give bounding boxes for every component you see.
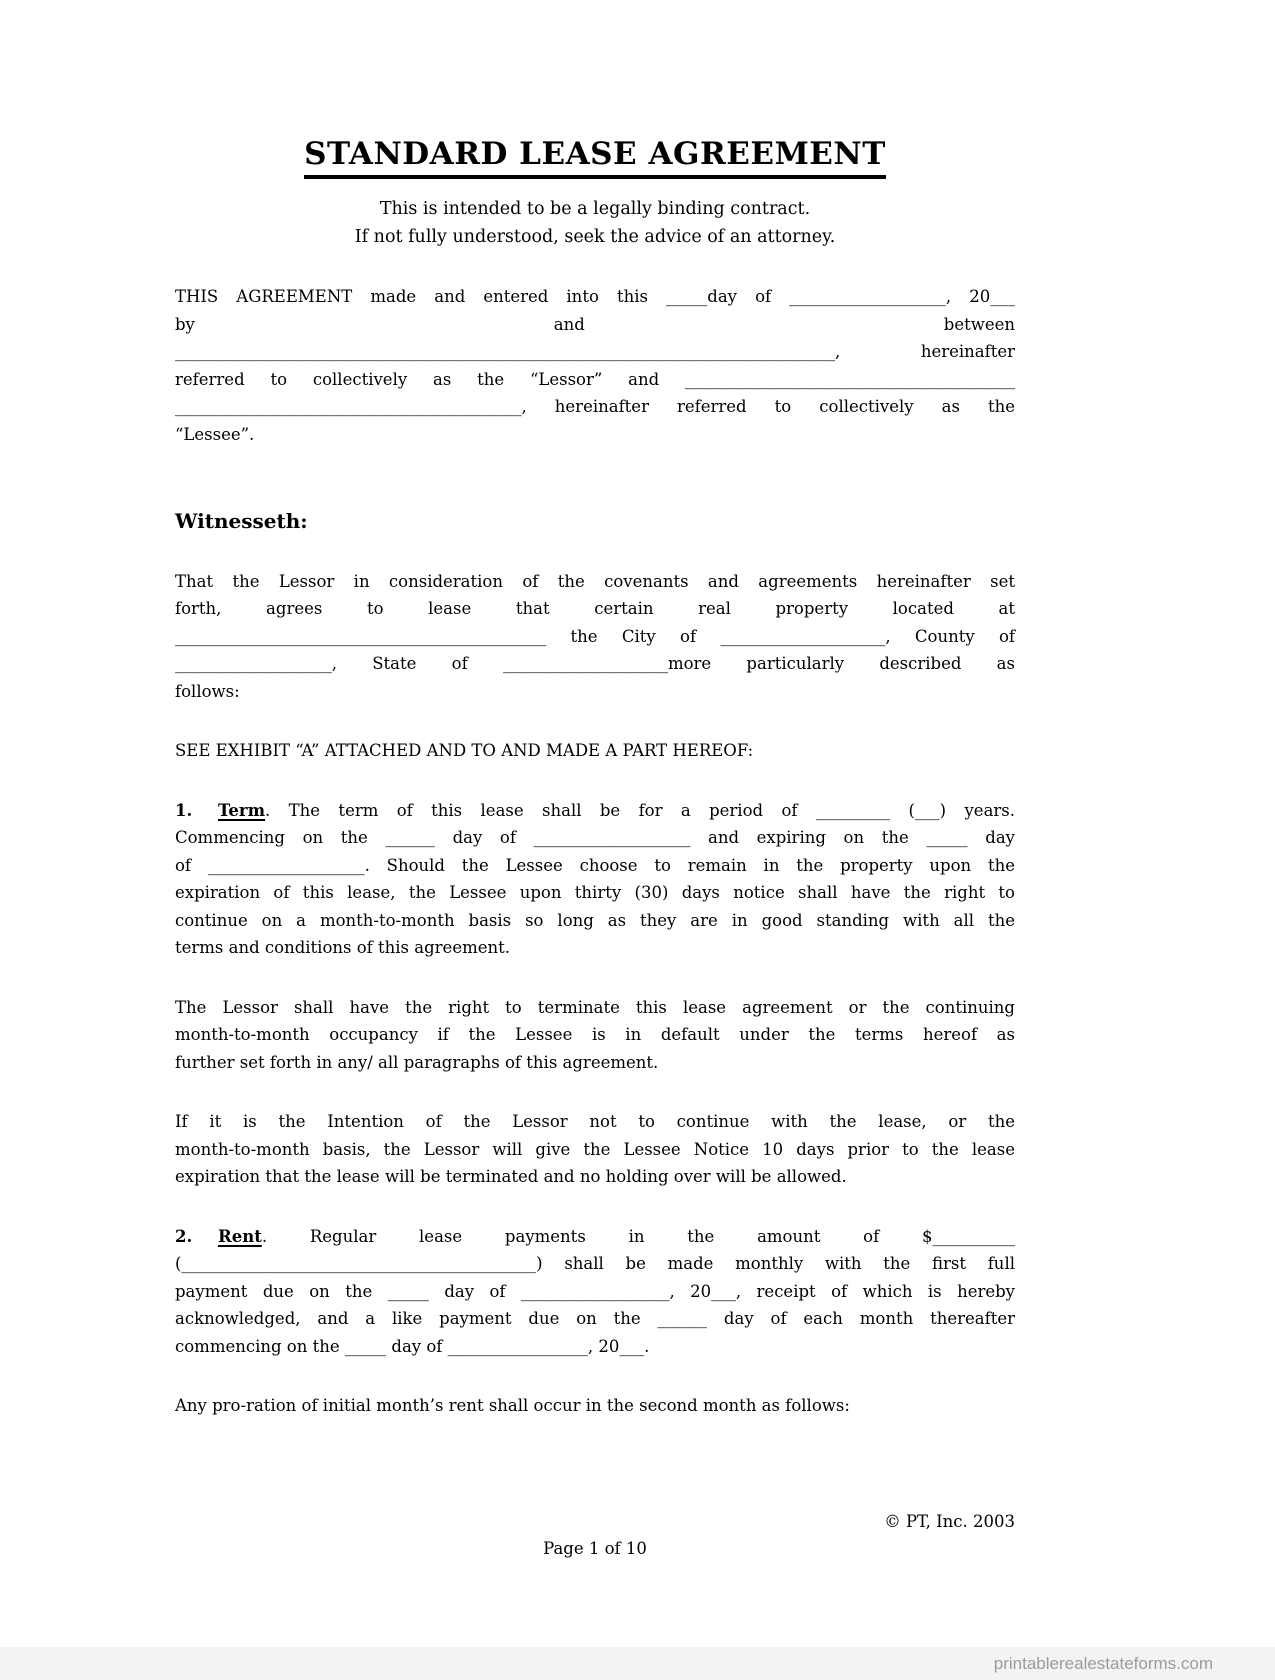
paragraph (175, 994, 1015, 1077)
paragraph (175, 283, 1015, 448)
document-line: ________________________________________________________________________________, hereinafter (175, 342, 1015, 361)
document-line (175, 1223, 1015, 1251)
document-line: ___________________, State of ____________________more particularly described as (175, 654, 1015, 673)
document-line (175, 797, 1015, 825)
clause-text: . Regular lease payments in the amount of $__________ (261, 1226, 1015, 1246)
document-line: referred to collectively as the “Lessor” and ________________________________________ (175, 369, 1015, 389)
paragraph (175, 1392, 1015, 1420)
document-line: follows: (175, 681, 240, 701)
document-line: expiration of this lease, the Lessee upon thirty (30) days notice shall have the right to (175, 883, 1015, 902)
watermark-bar (0, 1647, 1275, 1680)
document-line: That the Lessor in consideration of the covenants and agreements hereinafter set (175, 571, 1015, 591)
document-line: continue on a month-to-month basis so long as they are in good standing with all the (175, 910, 1015, 930)
document-line: THIS AGREEMENT made and entered into this _____day of ___________________, 20___ (175, 287, 1015, 306)
document-line: further set forth in any/ all paragraphs of this agreement. (175, 1052, 659, 1072)
clause-text: . The term of this lease shall be for a period of _________ (___) years. (265, 800, 1015, 820)
subtitle-line-1: This is intended to be a legally binding contract. (379, 199, 811, 219)
document-line: The Lessor shall have the right to terminate this lease agreement or the continuing (175, 997, 1015, 1017)
document-line: If it is the Intention of the Lessor not to continue with the lease, or the (175, 1112, 1015, 1131)
document-line: Any pro-ration of initial month’s rent shall occur in the second month as follows: (175, 1396, 850, 1415)
document-line: expiration that the lease will be terminated and no holding over will be allowed. (175, 1167, 847, 1186)
document-line: “Lessee”. (175, 424, 255, 444)
document-subtitle (175, 196, 1015, 251)
document-line: forth, agrees to lease that certain real property located at (175, 599, 1015, 618)
numbered-clause (175, 797, 1015, 962)
paragraph (175, 568, 1015, 706)
document-line: month-to-month occupancy if the Lessee is in default under the terms hereof as (175, 1025, 1015, 1044)
copyright-notice: © PT, Inc. 2003 (884, 1511, 1015, 1531)
section-heading: Witnesseth: (175, 509, 308, 533)
document-line: terms and conditions of this agreement. (175, 938, 510, 957)
page-number: Page 1 of 10 (543, 1539, 647, 1558)
clause-number: 2. (175, 1226, 193, 1246)
document-line: month-to-month basis, the Lessor will give the Lessee Notice 10 days prior to the lease (175, 1139, 1015, 1159)
document-content (175, 0, 1015, 1563)
document-blocks (175, 283, 1015, 1420)
document-line: Commencing on the ______ day of ___________________ and expiring on the _____ day (175, 828, 1015, 847)
document-line: (___________________________________________) shall be made monthly with the first full (175, 1254, 1015, 1273)
document-line: commencing on the _____ day of _________________, 20___. (175, 1336, 650, 1356)
document-line: SEE EXHIBIT “A” ATTACHED AND TO AND MADE A PART HEREOF: (175, 741, 754, 760)
document-line: by and between (175, 314, 1015, 334)
clause-number: 1. (175, 800, 193, 820)
document-line: _____________________________________________ the City of ____________________, County of (175, 626, 1015, 646)
clause-label: Rent (218, 1226, 262, 1246)
document-line: acknowledged, and a like payment due on the ______ day of each month thereafter (175, 1309, 1015, 1328)
document-line: of ___________________. Should the Lessee choose to remain in the property upon the (175, 855, 1015, 875)
document-line: payment due on the _____ day of __________________, 20___, receipt of which is hereby (175, 1281, 1015, 1301)
clause-label: Term (218, 800, 266, 820)
paragraph (175, 1108, 1015, 1191)
numbered-clause (175, 1223, 1015, 1361)
subtitle-line-2: If not fully understood, seek the advice of an attorney. (354, 226, 836, 247)
document-line: __________________________________________, hereinafter referred to collectively as the (175, 397, 1015, 416)
paragraph (175, 737, 1015, 765)
watermark-text: printablerealestateforms.com (993, 1654, 1213, 1673)
document-title-text: STANDARD LEASE AGREEMENT (304, 136, 886, 179)
document-title (175, 136, 1015, 172)
